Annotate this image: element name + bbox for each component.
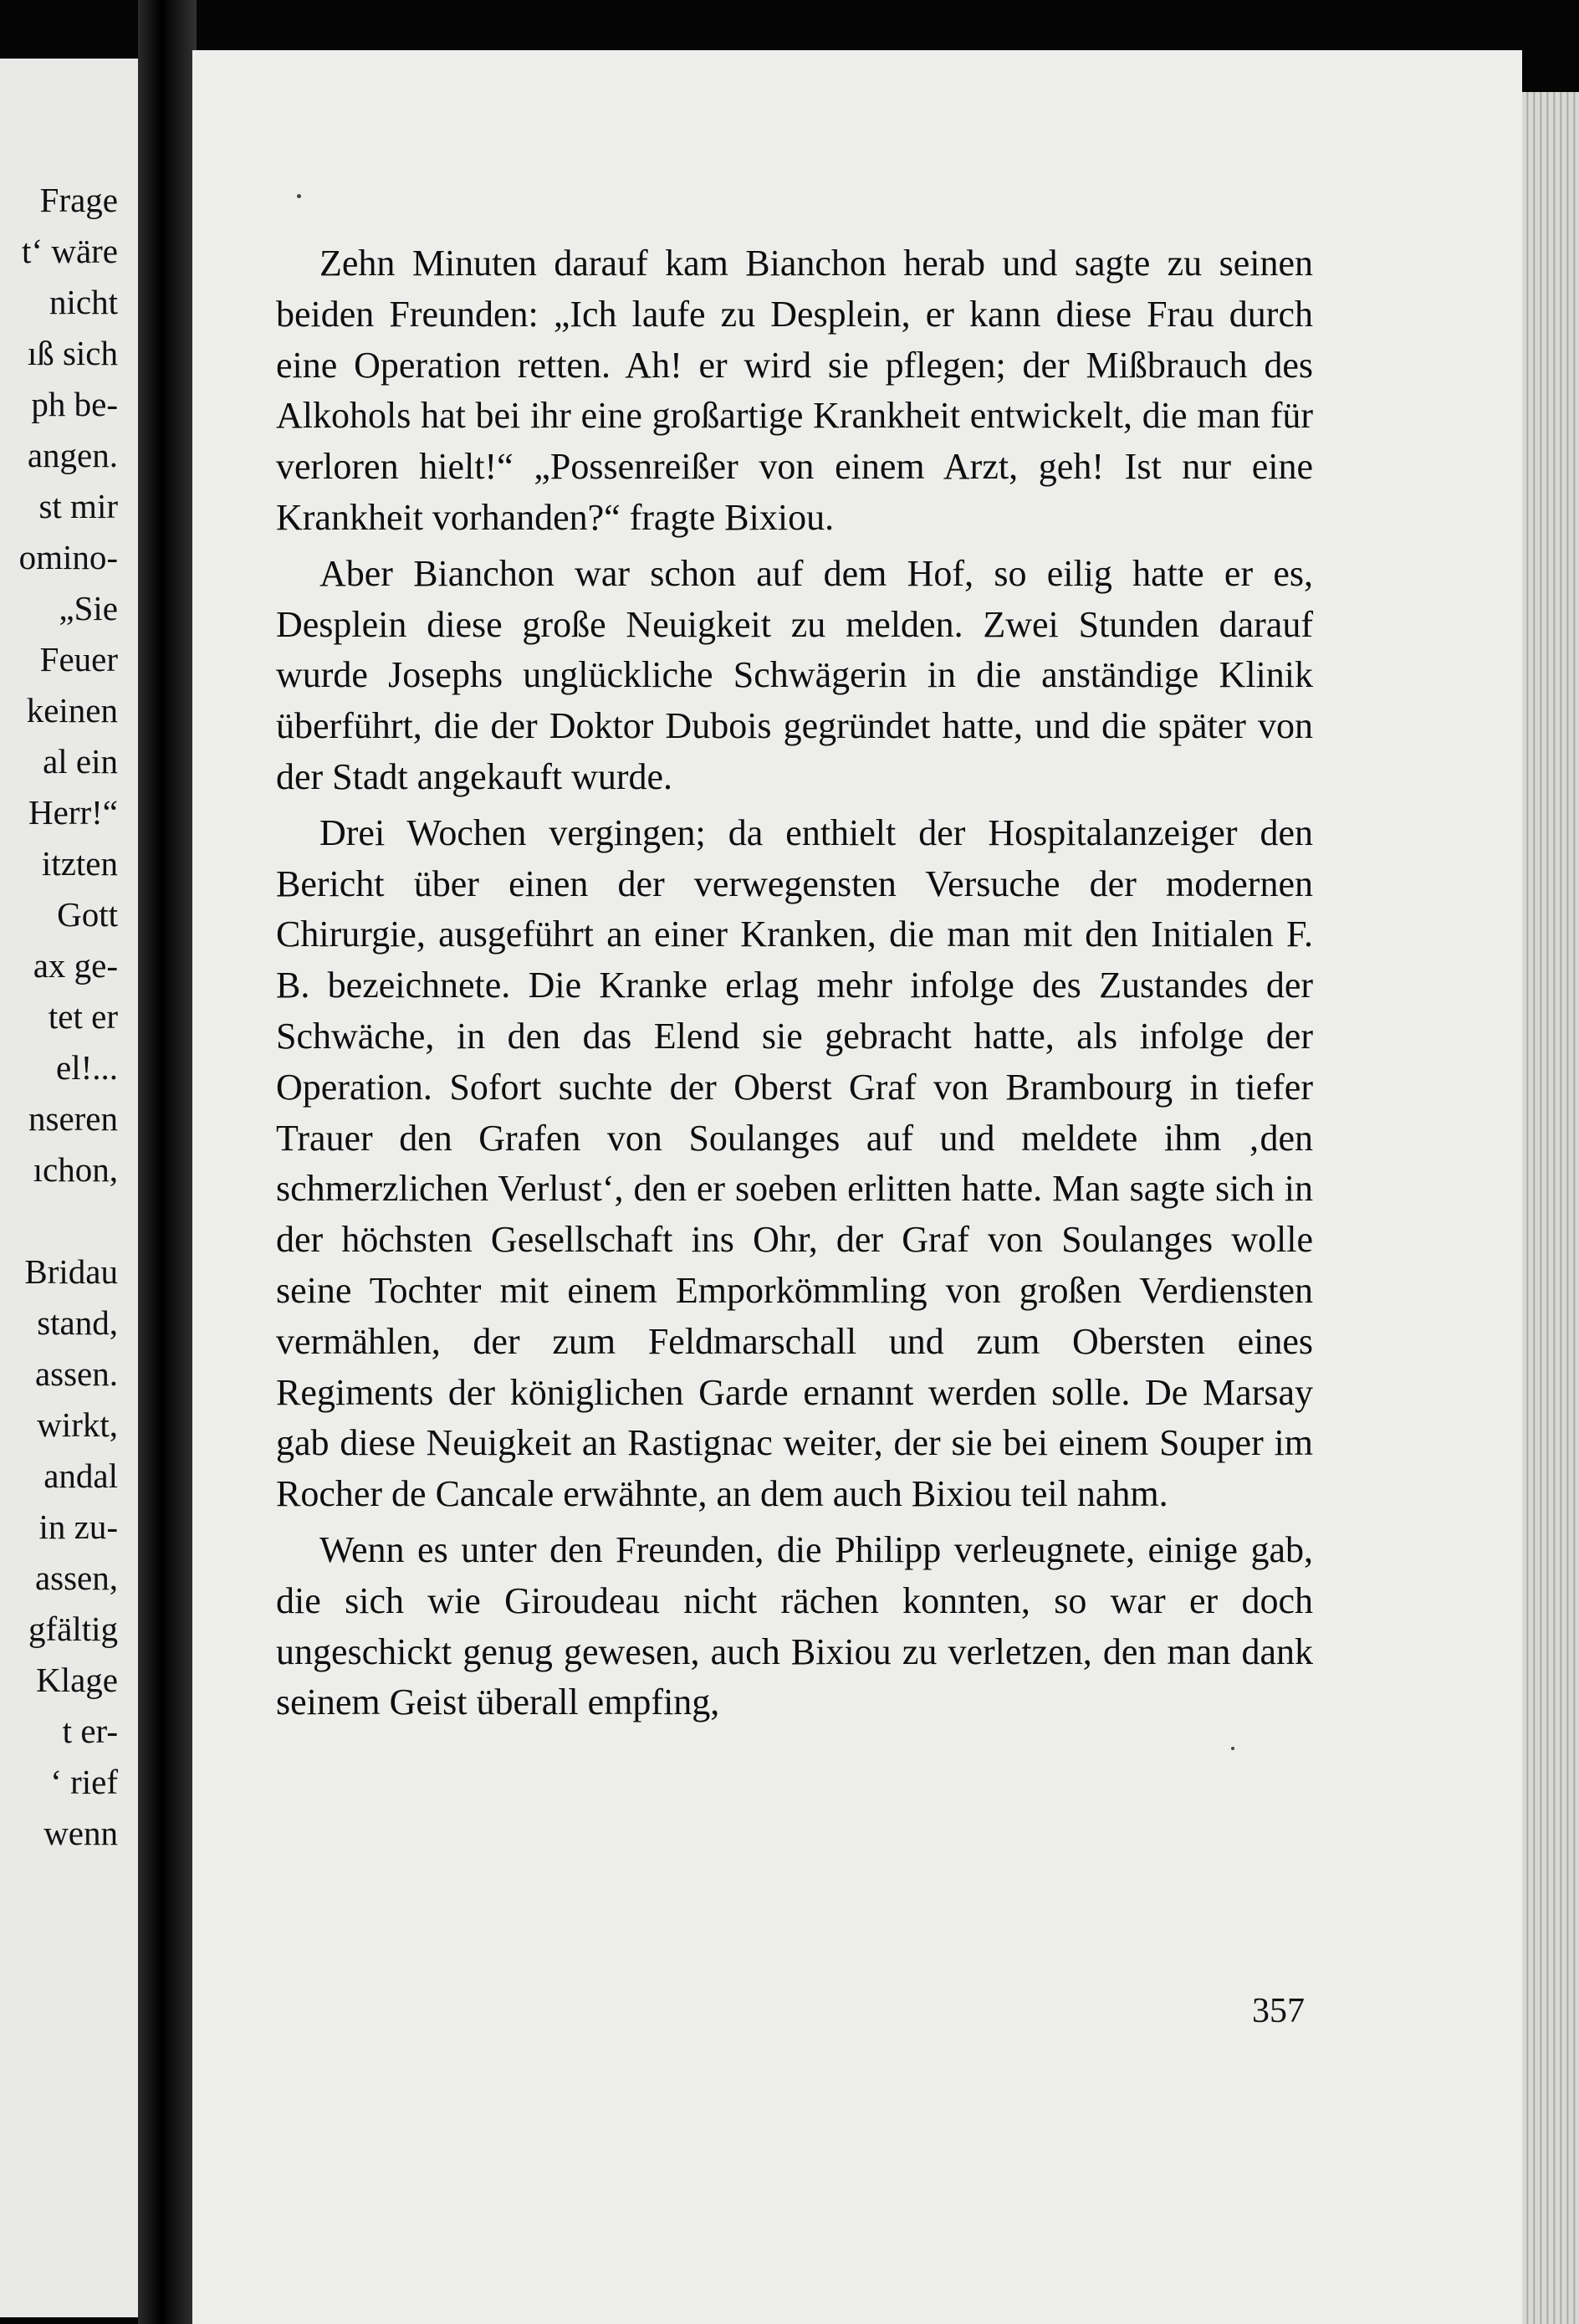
left-page-fragment: ıchon, <box>33 1150 118 1189</box>
left-page-fragment: nicht <box>49 283 118 321</box>
page-number: 357 <box>1252 1992 1305 2030</box>
book-gutter <box>138 0 197 2324</box>
paragraph-2: Aber Bianchon war schon auf dem Hof, so eilig hatte er es, Desplein diese große Neuigkeit zu melden. Zwei Stunden darauf wurde Josephs unglückliche Schwägerin in die anständige Klinik überführt, die der Doktor Dubois gegründet hatte, und die später von der Stadt angekauft wurde. <box>276 552 1313 797</box>
left-page-fragment: ıß sich <box>27 334 118 372</box>
left-page-fragment: Feuer <box>39 640 118 678</box>
paragraph-4: Wenn es unter den Freunden, die Philipp verleugnete, einige gab, die sich wie Giroudeau nicht rächen konnten, so war er doch ungeschickt genug gewesen, auch Bixiou zu verletzen, den man dank seinem Geist überall empfing, <box>276 1528 1313 1723</box>
left-page-fragment: keinen <box>26 691 118 729</box>
left-page-fragment: ph be- <box>31 385 118 423</box>
left-page-fragment: t er- <box>62 1712 118 1750</box>
left-page-fragment: st mir <box>38 487 118 525</box>
left-page-fragment: Bridau <box>24 1252 118 1291</box>
left-page-fragment: Klage <box>36 1661 118 1699</box>
left-page-fragment: tet er <box>48 997 118 1036</box>
left-page-fragment: el!... <box>56 1048 118 1087</box>
paragraph-1: Zehn Minuten darauf kam Bianchon herab und sagte zu seinen beiden Freunden: „Ich laufe zu Desplein, er kann diese Frau durch eine Operation retten. Ah! er wird sie pflegen; der Mißbrauch des Alkohols hat bei ihr eine großartige Krankheit entwickelt, die man für verloren hielt!“ „Possenreißer von einem Arzt, geh! Ist nur eine Krankheit vorhanden?“ fragte Bixiou. <box>276 243 1313 538</box>
left-page-fragment: Herr!“ <box>28 793 118 832</box>
left-page-fragment: „Sie <box>59 589 118 627</box>
left-page-fragment: itzten <box>41 844 118 883</box>
left-page-fragment: nseren <box>28 1099 118 1138</box>
left-page-fragment: wirkt, <box>37 1405 118 1444</box>
left-page-fragment: t‘ wäre <box>22 232 118 270</box>
left-page-fragment: Frage <box>39 181 118 219</box>
left-page-fragment: assen, <box>34 1559 118 1597</box>
left-page-fragment: ‘ rief <box>50 1763 118 1801</box>
dust-speck <box>1231 1747 1234 1750</box>
left-page-fragment: angen. <box>27 436 118 474</box>
left-page-fragment: al ein <box>43 742 118 781</box>
page-body-text <box>276 238 1313 1733</box>
page-edges <box>1522 92 1579 2324</box>
left-page-fragment: stand, <box>37 1303 118 1342</box>
left-page-fragment: Gott <box>57 895 118 934</box>
dust-speck <box>297 194 301 198</box>
left-page-fragment: andal <box>43 1456 118 1495</box>
left-page-fragment: ax ge- <box>33 946 118 985</box>
left-page-fragment: gfältig <box>28 1610 118 1648</box>
left-page-fragment: omino- <box>18 538 118 576</box>
left-page-fragment: in zu- <box>38 1508 118 1546</box>
paragraph-3: Drei Wochen vergingen; da enthielt der Hospitalanzeiger den Bericht über einen der verwegensten Versuche der modernen Chirurgie, ausgeführt an einer Kranken, die man mit den Initialen F. B. bezeichnete. Die Kranke erlag mehr infolge des Zustandes der Schwäche, in den das Elend sie gebracht hatte, als infolge der Operation. Sofort suchte der Oberst Graf von Brambourg in tiefer Trauer den Grafen von Soulanges auf und meldete ihm ‚den schmerzlichen Verlust‘, den er soeben erlitten hatte. Man sagte sich in der höchsten Gesellschaft ins Ohr, der Graf von Soulanges wolle seine Tochter mit einem Emporkömmling von großen Verdiensten vermählen, der zum Feldmarschall und zum Obersten eines Regiments der königlichen Garde ernannt werden solle. De Marsay gab diese Neuigkeit an Rastignac weiter, der sie bei einem Souper im Rocher de Cancale erwähnte, an dem auch Bixiou teil nahm. <box>276 811 1313 1515</box>
left-page-fragment: wenn <box>43 1814 118 1852</box>
left-page-fragment: assen. <box>34 1354 118 1393</box>
previous-page <box>0 59 138 2317</box>
